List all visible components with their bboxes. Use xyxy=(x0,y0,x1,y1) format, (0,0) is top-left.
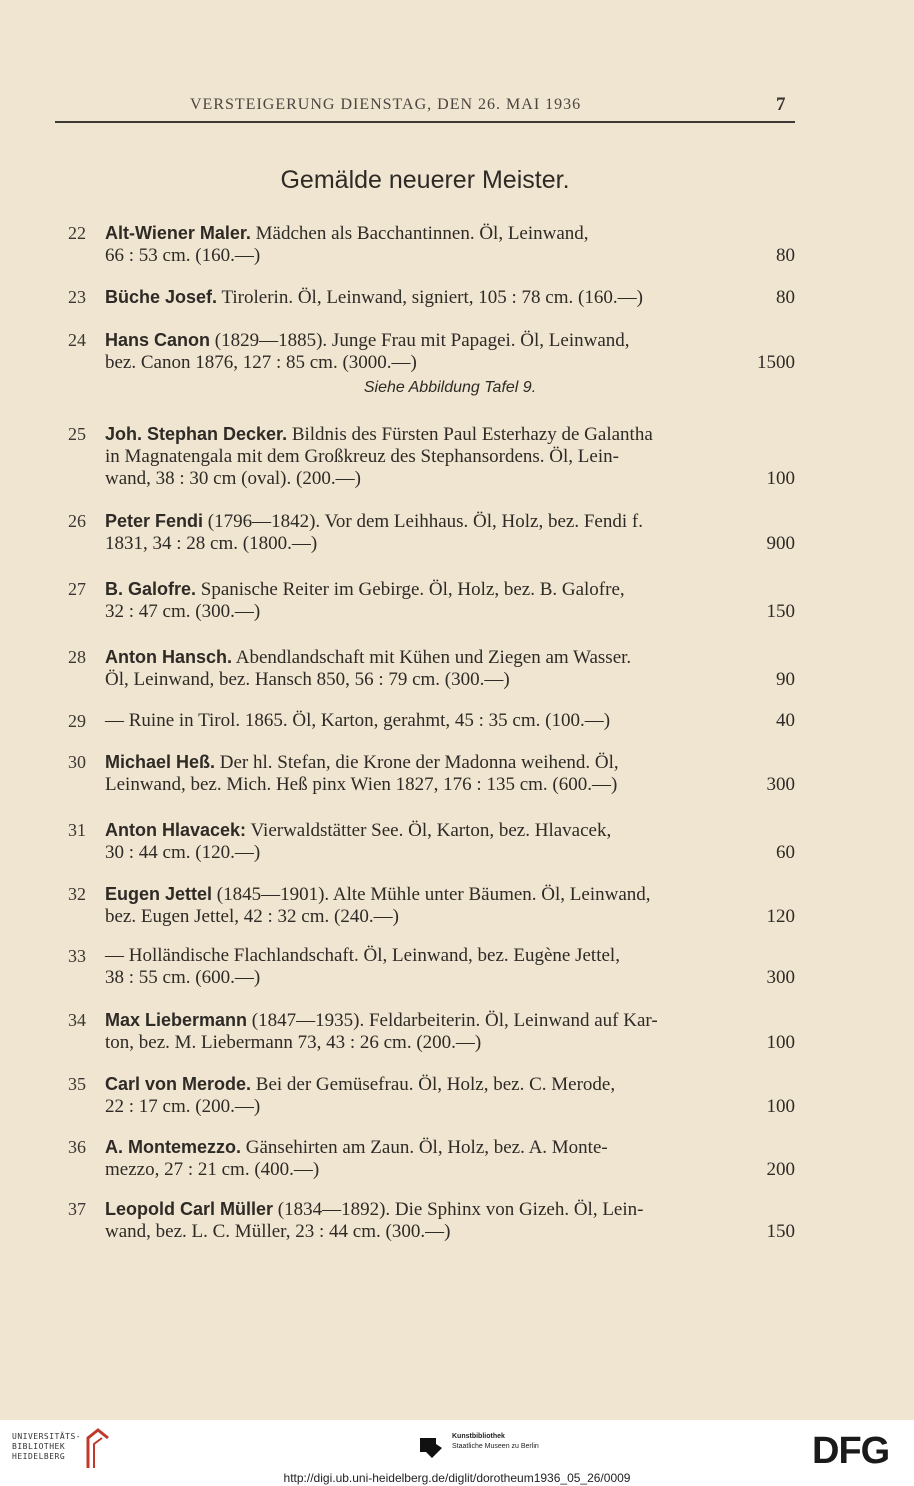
lot-line-text xyxy=(105,710,610,732)
university-seal-icon xyxy=(84,1428,112,1470)
estimate-price: 90 xyxy=(776,669,795,690)
description-text: — Ruine in Tirol. 1865. Öl, Karton, gerahmt, 45 : 35 cm. (100.—) xyxy=(105,710,611,731)
description-text: 1831, 34 : 28 cm. (1800.—) xyxy=(105,533,318,554)
lot-description xyxy=(105,646,795,691)
estimate-price: 80 xyxy=(776,287,795,308)
estimate-price: 80 xyxy=(776,245,795,266)
estimate-price: 150 xyxy=(766,1221,795,1242)
description-text: mezzo, 27 : 21 cm. (400.—) xyxy=(105,1159,320,1180)
dfg-logo: DFG xyxy=(812,1430,890,1472)
lot-description xyxy=(105,945,795,989)
description-text: — Holländische Flachlandschaft. Öl, Leinwand, bez. Eugène Jettel, xyxy=(105,945,620,966)
artist-name: Max Liebermann xyxy=(105,1010,248,1030)
artist-name: Alt-Wiener Maler. xyxy=(105,223,251,243)
lot-line xyxy=(105,669,795,691)
description-text: Spanische Reiter im Gebirge. Öl, Holz, bez. B. Galofre, xyxy=(196,579,625,600)
lot-line-text xyxy=(105,751,619,774)
artist-name: Carl von Merode. xyxy=(105,1074,252,1094)
lot-line-text xyxy=(105,286,643,309)
lot-number: 29 xyxy=(68,711,86,731)
estimate-price: 900 xyxy=(766,533,795,554)
lot-line-text xyxy=(105,423,653,446)
lot-line xyxy=(105,423,795,446)
lot-line xyxy=(105,245,795,267)
estimate-price: 100 xyxy=(766,468,795,489)
lot-line xyxy=(105,222,795,245)
artist-name: Joh. Stephan Decker. xyxy=(105,424,288,444)
lot-description xyxy=(105,286,795,309)
lot-line xyxy=(105,446,795,468)
description-text: Tirolerin. Öl, Leinwand, signiert, 105 : 78 cm. (160.—) xyxy=(217,287,643,308)
lot-line xyxy=(105,329,795,352)
lot-number: 22 xyxy=(68,223,86,243)
artist-name: Eugen Jettel xyxy=(105,884,213,904)
lot-number: 23 xyxy=(68,287,86,307)
running-head: VERSTEIGERUNG DIENSTAG, DEN 26. MAI 1936 xyxy=(190,96,582,113)
estimate-price: 100 xyxy=(766,1032,795,1053)
lot-number: 28 xyxy=(68,647,86,667)
lot-number: 26 xyxy=(68,511,86,531)
lot-description xyxy=(105,329,795,399)
description-text: Leinwand, bez. Mich. Heß pinx Wien 1827, 176 : 135 cm. (600.—) xyxy=(105,774,618,795)
lot-description xyxy=(105,1198,795,1243)
lot-line xyxy=(105,1096,795,1118)
description-text: ton, bez. M. Liebermann 73, 43 : 26 cm. (200.—) xyxy=(105,1032,482,1053)
lot-line-text xyxy=(105,1009,658,1032)
lot-line xyxy=(105,352,795,374)
lot-line-text xyxy=(105,446,619,468)
description-text: 66 : 53 cm. (160.—) xyxy=(105,245,261,266)
lot-entry xyxy=(60,578,795,623)
lot-line xyxy=(105,1159,795,1181)
lot-entry xyxy=(60,1073,795,1118)
lot-line-text xyxy=(105,646,631,669)
estimate-price: 1500 xyxy=(757,352,795,373)
lot-description xyxy=(105,1009,795,1054)
lot-line xyxy=(105,751,795,774)
lot-line xyxy=(105,468,795,490)
lot-line xyxy=(105,1032,795,1054)
section-title: Gemälde neuerer Meister. xyxy=(280,166,570,194)
lot-line-text xyxy=(105,967,260,989)
artist-name: Michael Heß. xyxy=(105,752,216,772)
lot-number: 35 xyxy=(68,1074,86,1094)
lot-line-text xyxy=(105,1136,608,1159)
university-library-logo: UNIVERSITÄTS- BIBLIOTHEK HEIDELBERG xyxy=(12,1432,82,1461)
lot-line-text xyxy=(105,222,589,245)
lot-line xyxy=(105,906,795,928)
lot-line-text xyxy=(105,1073,615,1096)
lot-line-text xyxy=(105,819,611,842)
description-text: in Magnatengala mit dem Großkreuz des Stephansordens. Öl, Lein- xyxy=(105,446,619,467)
lot-line xyxy=(105,842,795,864)
lot-line-text xyxy=(105,533,317,555)
description-text: 38 : 55 cm. (600.—) xyxy=(105,967,261,988)
lot-line-text xyxy=(105,842,260,864)
lot-number: 30 xyxy=(68,752,86,772)
lot-line-text xyxy=(105,510,643,533)
lot-entry xyxy=(60,945,795,989)
lot-line xyxy=(105,1009,795,1032)
artist-name: Peter Fendi xyxy=(105,511,204,531)
lot-entry xyxy=(60,423,795,490)
artist-name: Hans Canon xyxy=(105,330,211,350)
description-text: Bei der Gemüsefrau. Öl, Holz, bez. C. Merode, xyxy=(251,1074,616,1095)
lot-line-text xyxy=(105,468,361,490)
description-text: (1834—1892). Die Sphinx von Gizeh. Öl, Lein- xyxy=(273,1199,644,1220)
description-text: Der hl. Stefan, die Krone der Madonna weihend. Öl, xyxy=(215,752,619,773)
lot-line-text xyxy=(105,578,625,601)
artist-name: Anton Hansch. xyxy=(105,647,233,667)
lot-line-text xyxy=(105,883,651,906)
kunstbibliothek-label: Kunstbibliothek Staatliche Museen zu Berlin xyxy=(452,1433,539,1450)
estimate-price: 200 xyxy=(766,1159,795,1180)
lot-number: 25 xyxy=(68,424,86,444)
lot-line-text xyxy=(105,601,260,623)
lot-line xyxy=(105,1198,795,1221)
lot-entry xyxy=(60,329,795,399)
lot-description xyxy=(105,222,795,267)
description-text: (1845—1901). Alte Mühle unter Bäumen. Öl, Leinwand, xyxy=(212,884,651,905)
lot-line xyxy=(105,646,795,669)
source-url[interactable]: http://digi.ub.uni-heidelberg.de/diglit/dorotheum1936_05_26/0009 xyxy=(283,1471,631,1485)
artist-name: Leopold Carl Müller xyxy=(105,1199,274,1219)
lot-description xyxy=(105,578,795,623)
lot-number: 24 xyxy=(68,330,86,350)
lot-description xyxy=(105,819,795,864)
lot-entry xyxy=(60,646,795,691)
lot-description xyxy=(105,1073,795,1118)
lot-line-text xyxy=(105,329,630,352)
lot-entry xyxy=(60,883,795,928)
lot-number: 27 xyxy=(68,579,86,599)
page-number: 7 xyxy=(776,94,786,115)
lot-description xyxy=(105,510,795,555)
lot-description xyxy=(105,423,795,490)
lot-description xyxy=(105,883,795,928)
lot-number: 37 xyxy=(68,1199,86,1219)
lot-entry xyxy=(60,1198,795,1243)
plate-reference: Siehe Abbildung Tafel 9. xyxy=(363,379,537,396)
lot-line-text xyxy=(105,1159,319,1181)
lot-line-text xyxy=(105,1221,450,1243)
lot-entry xyxy=(60,1136,795,1181)
artist-name: B. Galofre. xyxy=(105,579,197,599)
artist-name: Büche Josef. xyxy=(105,287,218,307)
lot-description xyxy=(105,1136,795,1181)
lot-number: 34 xyxy=(68,1010,86,1030)
description-text: Gänsehirten am Zaun. Öl, Holz, bez. A. Monte- xyxy=(241,1137,608,1158)
lot-line xyxy=(105,1073,795,1096)
digitization-footer xyxy=(0,1420,914,1486)
description-text: (1796—1842). Vor dem Leihhaus. Öl, Holz, bez. Fendi f. xyxy=(203,511,643,532)
lot-line-text xyxy=(105,1032,481,1054)
lot-line-text xyxy=(105,906,399,928)
lot-description xyxy=(105,751,795,796)
lot-line-text xyxy=(105,1198,643,1221)
lot-line xyxy=(105,774,795,796)
lot-entry xyxy=(60,222,795,267)
description-text: Öl, Leinwand, bez. Hansch 850, 56 : 79 cm. (300.—) xyxy=(105,669,510,690)
lot-line xyxy=(105,819,795,842)
lot-line xyxy=(105,883,795,906)
lot-line-text xyxy=(105,245,260,267)
lot-line-text xyxy=(105,1096,260,1118)
description-text: (1829—1885). Junge Frau mit Papagei. Öl, Leinwand, xyxy=(210,330,630,351)
description-text: 32 : 47 cm. (300.—) xyxy=(105,601,261,622)
description-text: Vierwaldstätter See. Öl, Karton, bez. Hlavacek, xyxy=(246,820,612,841)
estimate-price: 100 xyxy=(766,1096,795,1117)
lot-number: 36 xyxy=(68,1137,86,1157)
description-text: (1847—1935). Feldarbeiterin. Öl, Leinwand auf Kar- xyxy=(247,1010,658,1031)
lot-line xyxy=(105,967,795,989)
artist-name: Anton Hlavacek: xyxy=(105,820,247,840)
lot-number: 33 xyxy=(68,946,86,966)
description-text: wand, bez. L. C. Müller, 23 : 44 cm. (300.—) xyxy=(105,1221,451,1242)
lot-entry xyxy=(60,1009,795,1054)
lot-line-text xyxy=(105,774,617,796)
description-text: 30 : 44 cm. (120.—) xyxy=(105,842,261,863)
lot-line xyxy=(105,1136,795,1159)
description-text: wand, 38 : 30 cm (oval). (200.—) xyxy=(105,468,361,489)
lot-entry xyxy=(60,510,795,555)
lot-line xyxy=(105,578,795,601)
estimate-price: 150 xyxy=(766,601,795,622)
kunstbibliothek-logo-icon xyxy=(418,1434,444,1460)
lot-line-text xyxy=(105,945,620,967)
lot-entry xyxy=(60,751,795,796)
lot-line xyxy=(105,710,795,732)
description-text: Mädchen als Bacchantinnen. Öl, Leinwand, xyxy=(250,223,589,244)
lot-line-text xyxy=(105,669,510,691)
lot-line xyxy=(105,286,795,309)
lot-line xyxy=(105,601,795,623)
lot-line xyxy=(105,945,795,967)
estimate-price: 300 xyxy=(766,774,795,795)
description-text: bez. Canon 1876, 127 : 85 cm. (3000.—) xyxy=(105,352,417,373)
description-text: bez. Eugen Jettel, 42 : 32 cm. (240.—) xyxy=(105,906,399,927)
lot-line-text xyxy=(105,352,417,374)
header-rule xyxy=(55,121,795,123)
description-text: Abendlandschaft mit Kühen und Ziegen am Wasser. xyxy=(232,647,632,668)
lot-line xyxy=(105,1221,795,1243)
lot-entry xyxy=(60,286,795,309)
lot-number: 32 xyxy=(68,884,86,904)
artist-name: A. Montemezzo. xyxy=(105,1137,242,1157)
lot-line xyxy=(105,510,795,533)
lot-number: 31 xyxy=(68,820,86,840)
lot-description xyxy=(105,710,795,732)
estimate-price: 120 xyxy=(766,906,795,927)
estimate-price: 60 xyxy=(776,842,795,863)
description-text: 22 : 17 cm. (200.—) xyxy=(105,1096,261,1117)
lot-entry xyxy=(60,710,795,732)
estimate-price: 300 xyxy=(766,967,795,988)
lot-line xyxy=(105,533,795,555)
description-text: Bildnis des Fürsten Paul Esterhazy de Galantha xyxy=(287,424,653,445)
estimate-price: 40 xyxy=(776,710,795,731)
lot-entry xyxy=(60,819,795,864)
